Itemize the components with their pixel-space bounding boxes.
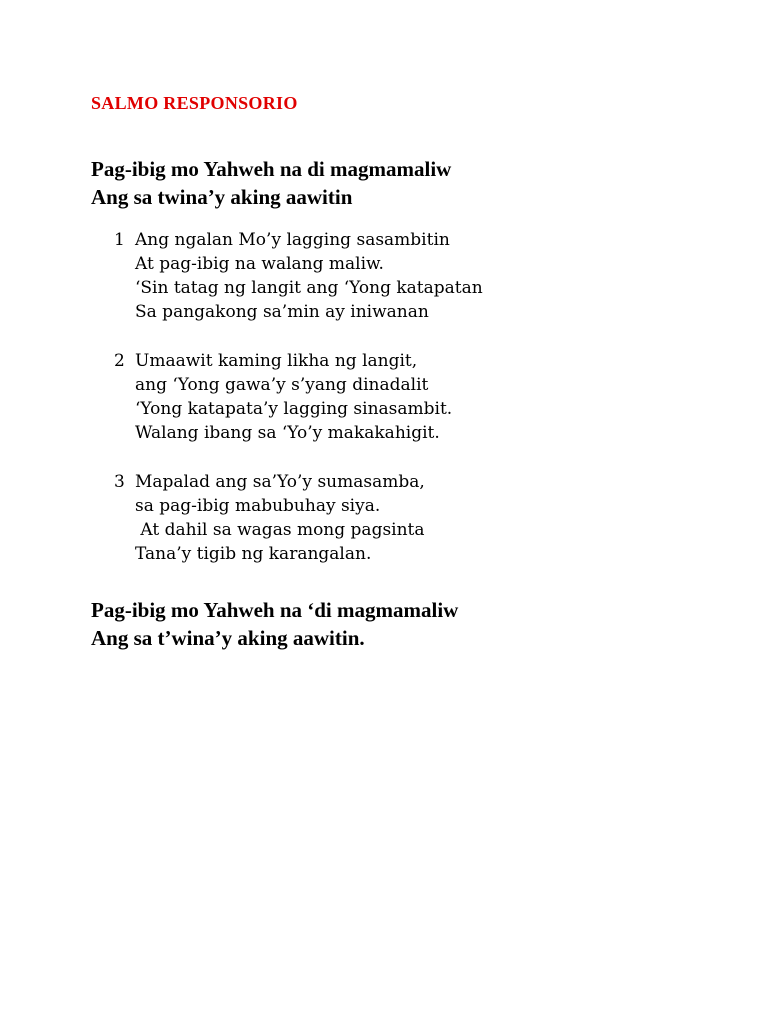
stanza-line: ang ‘Yong gawa’y s’yang dinadalit [135,375,429,395]
stanza-line: Ang ngalan Mo’y lagging sasambitin [135,230,450,250]
stanza-line: ‘Sin tatag ng langit ang ‘Yong katapatan [135,278,483,298]
refrain-closing [91,596,458,652]
refrain-line: Pag-ibig mo Yahweh na di magmamaliw [91,157,452,181]
refrain-line: Ang sa t’wina’y aking aawitin. [91,626,365,650]
stanza-number: 3 [114,472,125,492]
stanza-lines [135,228,483,324]
stanza-number: 1 [114,230,125,250]
stanza-line: Walang ibang sa ‘Yo’y makakahigit. [135,423,440,443]
stanza-lines [135,470,425,566]
refrain-opening [91,155,451,211]
refrain-line: Pag-ibig mo Yahweh na ‘di magmamaliw [91,598,459,622]
stanza-line: ‘Yong katapata’y lagging sinasambit. [135,399,453,419]
stanza-number: 2 [114,351,125,371]
page-title: SALMO RESPONSORIO [91,93,298,113]
stanza-line: Tana’y tigib ng karangalan. [135,544,372,564]
stanza-line: Mapalad ang sa’Yo’y sumasamba, [135,472,425,492]
refrain-line: Ang sa twina’y aking aawitin [91,185,353,209]
stanza-line: At dahil sa wagas mong pagsinta [135,520,425,540]
stanza-line: At pag-ibig na walang maliw. [135,254,384,274]
stanza-line: sa pag-ibig mabubuhay siya. [135,496,381,516]
stanza-line: Sa pangakong sa’min ay iniwanan [135,302,429,322]
stanza-line: Umaawit kaming likha ng langit, [135,351,418,371]
stanza-lines [135,349,452,445]
